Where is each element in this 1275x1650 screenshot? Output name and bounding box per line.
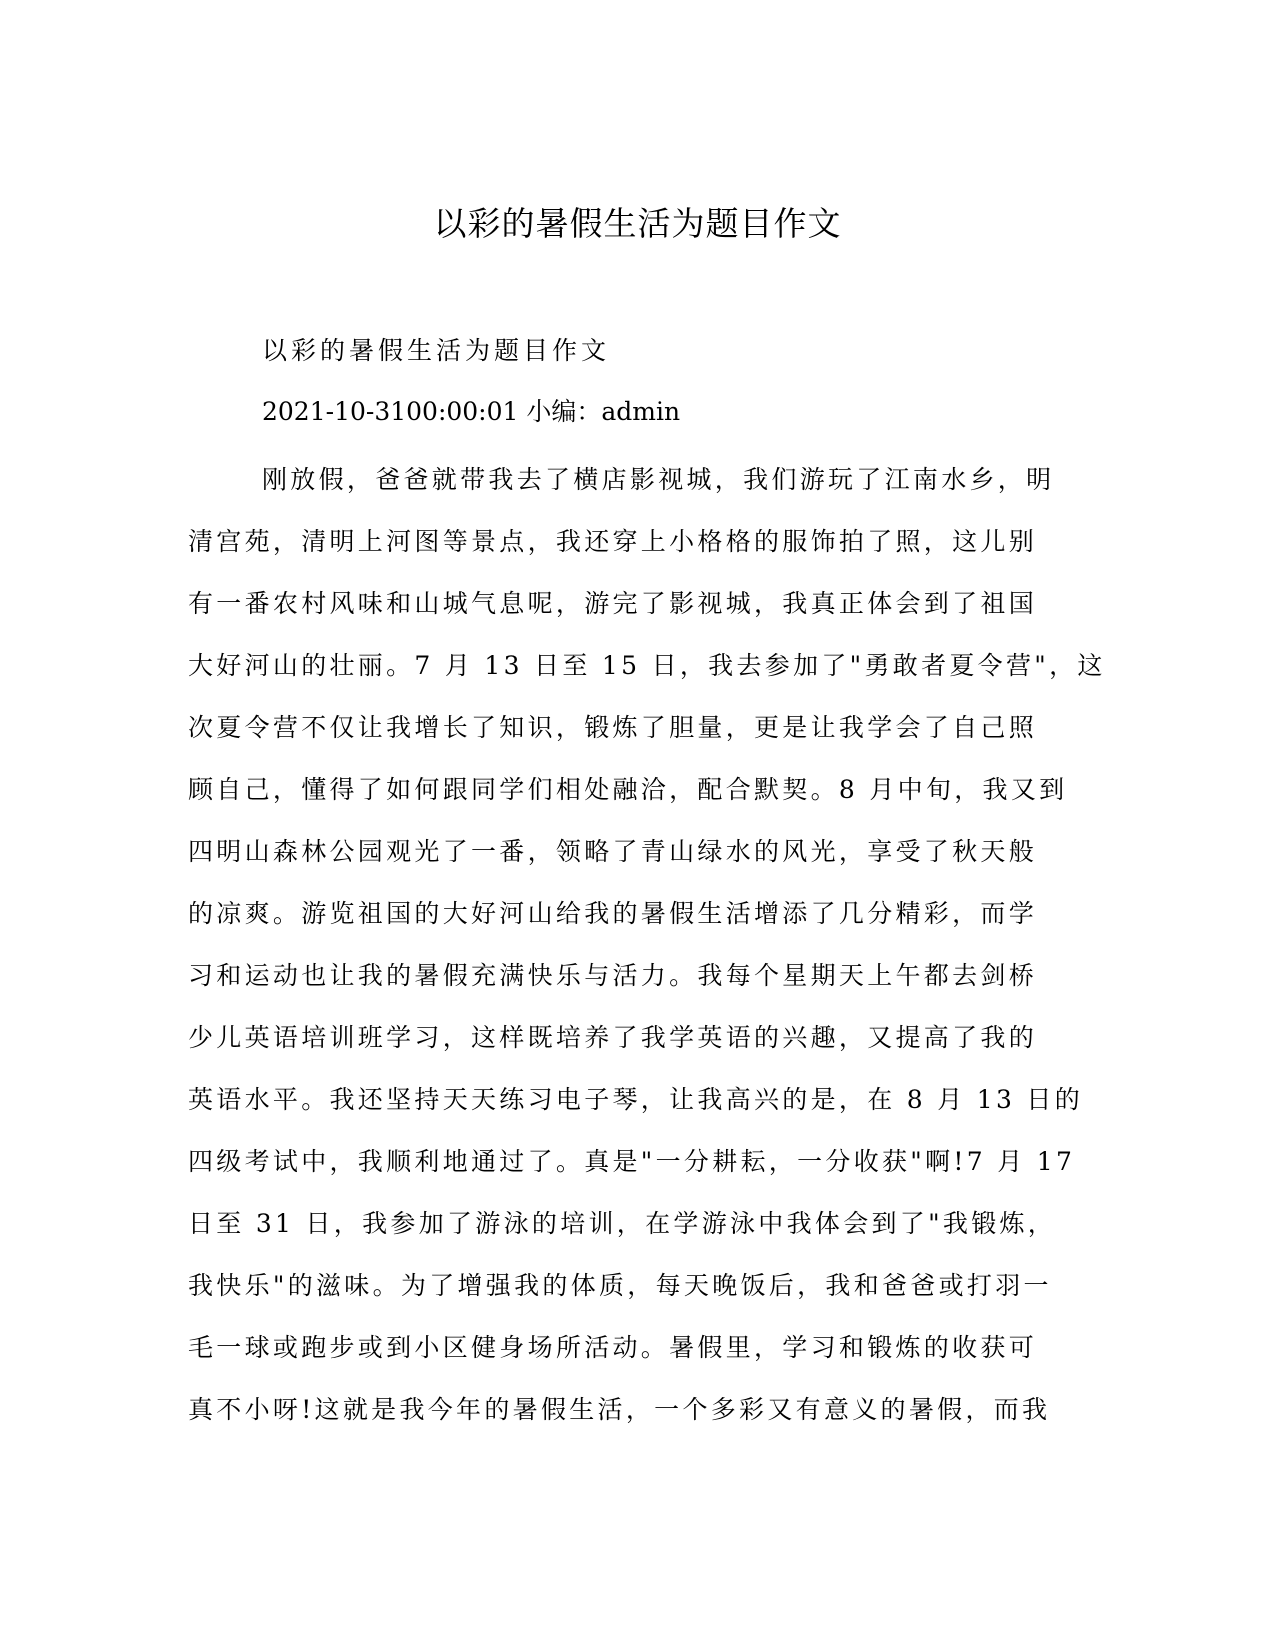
body-line: 真不小呀!这就是我今年的暑假生活，一个多彩又有意义的暑假，而我	[188, 1395, 1051, 1424]
body-line: 顾自己，懂得了如何跟同学们相处融洽，配合默契。8 月中旬，我又到	[188, 775, 1068, 804]
body-line: 英语水平。我还坚持天天练习电子琴，让我高兴的是，在 8 月 13 日的	[188, 1085, 1084, 1114]
document-title: 以彩的暑假生活为题目作文	[433, 204, 842, 243]
body-line: 四明山森林公园观光了一番，领略了青山绿水的风光，享受了秋天般	[188, 837, 1038, 866]
body-line: 日至 31 日，我参加了游泳的培训，在学游泳中我体会到了"我锻炼，	[188, 1209, 1057, 1238]
body-line: 四级考试中，我顺利地通过了。真是"一分耕耘，一分收获"啊!7 月 17	[188, 1147, 1076, 1176]
body-line: 有一番农村风味和山城气息呢，游完了影视城，我真正体会到了祖国	[188, 589, 1038, 618]
body-line: 我快乐"的滋味。为了增强我的体质，每天晚饭后，我和爸爸或打羽一	[188, 1271, 1052, 1300]
body-line: 次夏令营不仅让我增长了知识，锻炼了胆量，更是让我学会了自己照	[188, 713, 1038, 742]
body-line: 习和运动也让我的暑假充满快乐与活力。我每个星期天上午都去剑桥	[188, 961, 1038, 990]
body-line: 大好河山的壮丽。7 月 13 日至 15 日，我去参加了"勇敢者夏令营"，这	[188, 651, 1106, 680]
body-line: 少儿英语培训班学习，这样既培养了我学英语的兴趣，又提高了我的	[188, 1023, 1038, 1052]
body-line: 毛一球或跑步或到小区健身场所活动。暑假里，学习和锻炼的收获可	[188, 1333, 1038, 1362]
document-body	[188, 449, 1106, 1441]
body-line: 刚放假，爸爸就带我去了横店影视城，我们游玩了江南水乡，明	[262, 465, 1055, 494]
body-line: 清宫苑，清明上河图等景点，我还穿上小格格的服饰拍了照，这儿别	[188, 527, 1038, 556]
document-subtitle: 以彩的暑假生活为题目作文	[262, 336, 611, 365]
document-meta: 2021-10-3100:00:01 小编：admin	[262, 397, 681, 426]
body-line: 的凉爽。游览祖国的大好河山给我的暑假生活增添了几分精彩，而学	[188, 899, 1038, 928]
